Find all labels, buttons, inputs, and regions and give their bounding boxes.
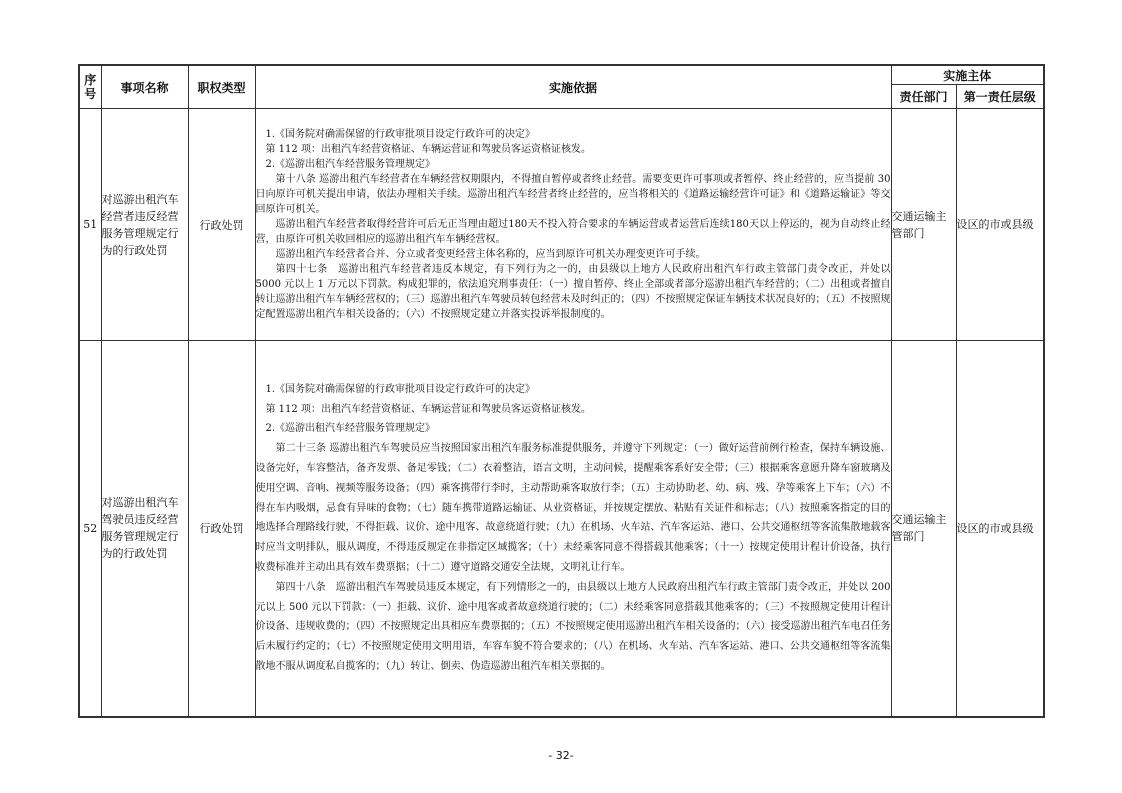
basis-paragraph: 第四十七条 巡游出租汽车经营者违反本规定，有下列行为之一的，由县级以上地方人民政府出租汽车行政主管部门责令改正，并处以 5000 元以上 1 万元以下罚款。构成犯罪的，依法追究刑事责任：（一）擅自暂停、终止全部或者部分巡游出租汽车经营的；（二）出租或者擅自转让巡游出租汽车车辆经营权的；（三）巡游出租汽车驾驶员转包经营未及时纠正的；（四）不按照规定保证车辆技术状况良好的；（五）不按照规定配置巡游出租汽车相关设备的；（六）不按照规定建立并落实投诉举报制度的。 [255,264,891,320]
basis-paragraph: 巡游出租汽车经营者取得经营许可后无正当理由超过180天不投入符合要求的车辆运营或者运营后连续180天以上停运的，视为自动终止经营，由原许可机关收回相应的巡游出租汽车车辆经营权。 [255,219,891,245]
basis-paragraph: 1.《国务院对确需保留的行政审批项目设定行政许可的决定》 [265,383,536,395]
header-dept: 责任部门 [891,85,956,109]
header-level: 第一责任层级 [956,85,1044,109]
basis-paragraph: 第 112 项：出租汽车经营资格证、车辆运营证和驾驶员客运资格证核发。 [265,403,591,415]
row-seq: 51 [79,109,101,341]
row-basis [255,109,891,341]
basis-paragraph: 第四十八条 巡游出租汽车驾驶员违反本规定，有下列情形之一的，由县级以上地方人民政府出租汽车行政主管部门责令改正，并处以 200 元以上 500 元以下罚款：（一）拒载、议价、途中甩客或者故意绕道行驶的；（二）未经乘客同意搭载其他乘客的；（三）不按照规定使用计程计价设备、违规收费的；（四）不按照规定出具相应车费票据的；（五）不按照规定使用巡游出租汽车相关设备的；（六）接受巡游出租汽车电召任务后未履行约定的；（七）不按照规定使用文明用语，车容车貌不符合要求的；（八）在机场、火车站、汽车客运站、港口、公共交通枢纽等客流集散地不服从调度私自揽客的；（九）转让、倒卖、伪造巡游出租汽车相关票据的。 [255,581,891,672]
header-basis: 实施依据 [255,65,891,109]
administrative-penalty-table [78,64,1045,718]
row-power-type: 行政处罚 [188,341,255,717]
basis-paragraph: 第二十三条 巡游出租汽车驾驶员应当按照国家出租汽车服务标准提供服务，并遵守下列规定：（一）做好运营前例行检查，保持车辆设施、设备完好，车容整洁，备齐发票、备足零钱；（二）衣着整洁，语言文明，主动问候，提醒乘客系好安全带；（三）根据乘客意愿升降车窗玻璃及使用空调、音响、视频等服务设备；（四）乘客携带行李时，主动帮助乘客取放行李；（五）主动协助老、幼、病、残、孕等乘客上下车；（六）不得在车内吸烟，忌食有异味的食物；（七）随车携带道路运输证、从业资格证，并按规定摆放、粘贴有关证件和标志；（八）按照乘客指定的目的地选择合理路线行驶，不得拒载、议价、途中甩客、故意绕道行驶；（九）在机场、火车站、汽车客运站、港口、公共交通枢纽等客流集散地载客时应当文明排队，服从调度，不得违反规定在非指定区域揽客；（十）未经乘客同意不得搭载其他乘客；（十一）按规定使用计程计价设备，执行收费标准并主动出具有效车费票据；（十二）遵守道路交通安全法规，文明礼让行车。 [255,443,891,573]
row-level: 设区的市或县级 [956,341,1044,717]
row-basis [255,341,891,717]
row-power-type: 行政处罚 [188,109,255,341]
row-level: 设区的市或县级 [956,109,1044,341]
row-dept: 交通运输主管部门 [891,341,956,717]
table-row [79,109,1044,341]
basis-paragraph: 第 112 项：出租汽车经营资格证、车辆运营证和驾驶员客运资格证核发。 [265,144,591,155]
header-item-name: 事项名称 [101,65,188,109]
row-dept: 交通运输主管部门 [891,109,956,341]
basis-paragraph: 2.《巡游出租汽车经营服务管理规定》 [265,423,436,435]
row-item-name: 对巡游出租汽车经营者违反经营服务管理规定行为的行政处罚 [101,109,188,341]
header-row [79,65,1044,85]
row-seq: 52 [79,341,101,717]
header-power-type: 职权类型 [188,65,255,109]
header-seq: 序号 [79,65,101,109]
basis-paragraph: 巡游出租汽车经营者合并、分立或者变更经营主体名称的，应当到原许可机关办理变更许可手续。 [275,249,706,260]
page-number: - 32- [548,749,574,762]
basis-paragraph: 2.《巡游出租汽车经营服务管理规定》 [265,159,436,170]
header-subject: 实施主体 [891,65,1044,85]
basis-paragraph: 第十八条 巡游出租汽车经营者在车辆经营权期限内，不得擅自暂停或者终止经营。需要变更许可事项或者暂停、终止经营的，应当提前 30 日向原许可机关提出申请，依法办理相关手续。巡游出租汽车经营者终止经营的，应当将相关的《道路运输经营许可证》和《道路运输证》等交回原许可机关。 [255,174,891,215]
table-row [79,341,1044,717]
basis-paragraph: 1.《国务院对确需保留的行政审批项目设定行政许可的决定》 [265,129,536,140]
row-item-name: 对巡游出租汽车驾驶员违反经营服务管理规定行为的行政处罚 [101,341,188,717]
